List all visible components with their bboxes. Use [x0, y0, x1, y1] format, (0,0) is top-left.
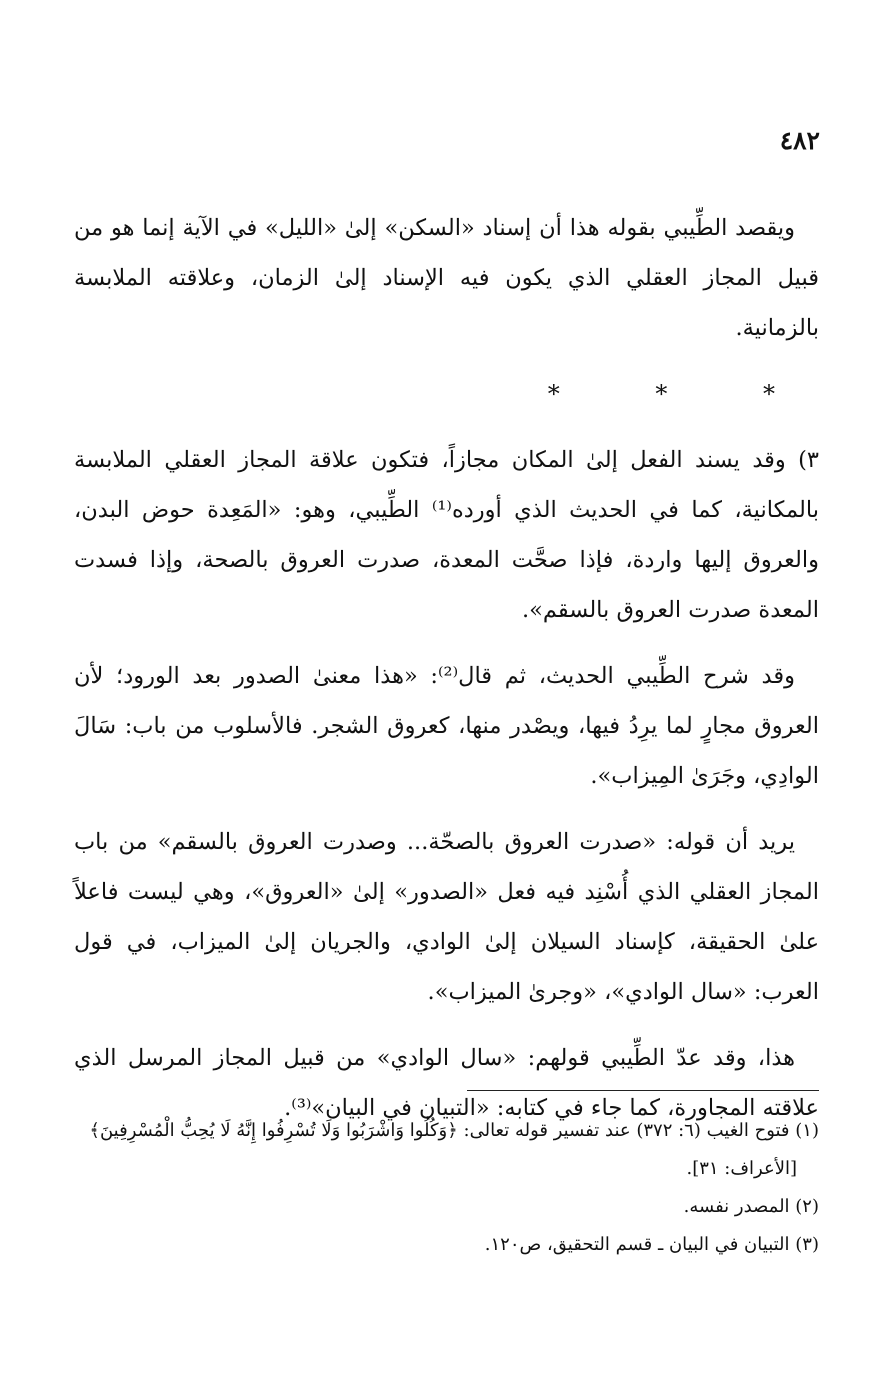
paragraph-3: وقد شرح الطِّيبي الحديث، ثم قال⁽²⁾: «هذا معنىٰ الصدور بعد الورود؛ لأن العروق مجارٍ لما يرِدُ فيها، ويصْدر منها، كعروق الشجر. فالأسلوب من باب: سَالَ الوادِي، وجَرَىٰ المِيزاب». — [74, 663, 819, 789]
paragraph-5: هذا، وقد عدّ الطِّيبي قولهم: «سال الوادي» من قبيل المجاز المرسل الذي علاقته المجاورة، كما جاء في كتابه: «التبيان في البيان»⁽³⁾. — [74, 1045, 819, 1121]
section-separator-stars: * * * — [547, 380, 819, 408]
paragraph-2: ٣) وقد يسند الفعل إلىٰ المكان مجازاً، فتكون علاقة المجاز العقلي الملابسة بالمكانية، كما في الحديث الذي أورده⁽¹⁾ الطِّيبي، وهو: «المَعِدة حوض البدن، والعروق إليها واردة، فإذا صحَّت المعدة، صدرت العروق بالصحة، وإذا فسدت المعدة صدرت العروق بالسقم». — [74, 447, 819, 623]
paragraph-4: يريد أن قوله: «صدرت العروق بالصحّة... وصدرت العروق بالسقم» من باب المجاز العقلي الذي أُسْنِد فيه فعل «الصدور» إلىٰ «العروق»، وهي ليست فاعلاً علىٰ الحقيقة، كإسناد السيلان إلىٰ الوادي، والجريان إلىٰ الميزاب، في قول العرب: «سال الوادي»، «وجرىٰ الميزاب». — [74, 829, 819, 1005]
footnote-1: (١) فتوح الغيب (٦: ٣٧٢) عند تفسير قوله تعالى: ﴿وَكُلُوا وَاشْرَبُوا وَلَا تُسْرِفُوا إِنَّهُ لَا يُحِبُّ الْمُسْرِفِينَ﴾ — [89, 1120, 819, 1141]
main-text — [74, 203, 819, 1149]
footnote-1-continuation: [الأعراف: ٣١]. — [686, 1158, 797, 1179]
footnote-2: (٢) المصدر نفسه. — [683, 1196, 819, 1217]
footnote-3: (٣) التبيان في البيان ـ قسم التحقيق، ص١٢٠. — [484, 1234, 819, 1255]
page-number: ٤٨٢ — [779, 126, 820, 155]
footnote-separator-line — [467, 1090, 819, 1091]
footnotes — [74, 1112, 819, 1264]
paragraph-1: ويقصد الطِّيبي بقوله هذا أن إسناد «السكن» إلىٰ «الليل» في الآية إنما هو من قبيل المجاز العقلي الذي يكون فيه الإسناد إلىٰ الزمان، وعلاقته الملابسة بالزمانية. — [74, 215, 819, 341]
